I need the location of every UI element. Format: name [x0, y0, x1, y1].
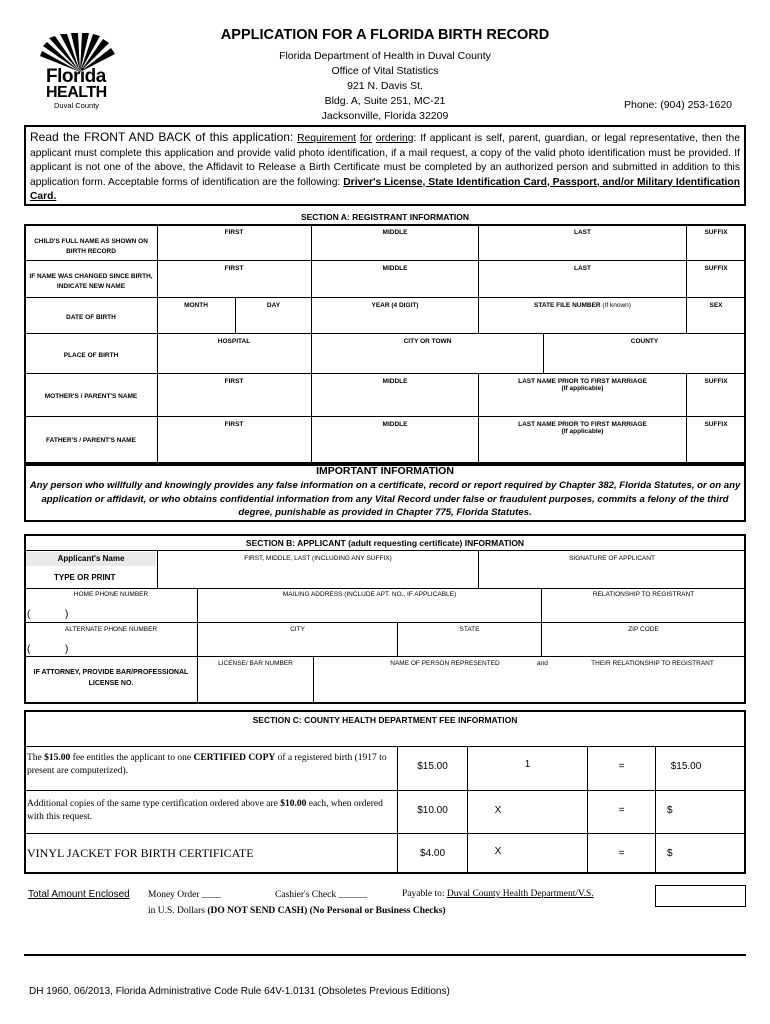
- dob-month-header: MONTH: [184, 302, 208, 309]
- fee-row-3-price: $4.00: [419, 848, 446, 859]
- signature-header: SIGNATURE OF APPLICANT: [569, 555, 655, 562]
- logo-florida-text: Florida: [46, 66, 106, 87]
- money-order-option[interactable]: Money Order ____: [148, 890, 221, 900]
- page-title: APPLICATION FOR A FLORIDA BIRTH RECORD: [220, 27, 550, 43]
- fee-row-1-a: The: [27, 753, 45, 763]
- child-middle-header: MIDDLE: [382, 229, 408, 236]
- father-label: FATHER'S / PARENT'S NAME: [46, 437, 136, 444]
- fee-row-1-price: $15.00: [417, 761, 448, 772]
- mother-middle-header: MIDDLE: [382, 378, 408, 385]
- footer-form-id: DH 1960, 06/2013, Florida Administrative Code Rule 64V-1.0131 (Obsoletes Previous Editions): [29, 986, 450, 997]
- fee-row-2-text: [27, 798, 393, 824]
- represented-header: NAME OF PERSON REPRESENTED: [390, 660, 500, 667]
- type-or-print-label: TYPE OR PRINT: [54, 573, 116, 582]
- pob-label: PLACE OF BIRTH: [63, 352, 119, 359]
- payable-to: [402, 889, 594, 899]
- fee-row-3-x: X: [494, 846, 502, 857]
- instructions-for: for: [359, 133, 372, 144]
- total-amount-input[interactable]: [655, 885, 746, 907]
- mother-label: MOTHER'S / PARENT'S NAME: [44, 393, 138, 400]
- signature-input[interactable]: [479, 564, 745, 587]
- mother-first-header: FIRST: [224, 378, 244, 385]
- hospital-header: HOSPITAL: [217, 338, 251, 345]
- cashiers-check-option[interactable]: Cashier's Check ______: [275, 890, 367, 900]
- changed-first-header: FIRST: [224, 265, 244, 272]
- father-last-prior-header: [479, 421, 686, 435]
- important-text: Any person who willfully and knowingly provides any false information on a certificate, record or report required by Chapter 382, Florida Statutes, or on any application or affidavit, or who obtains confidential information from any Vital Record under false or fraudulent purposes, commits a felony of the third degree, punishable as provided in Chapter 775, Florida Statutes.: [29, 480, 741, 518]
- father-first-header: FIRST: [224, 421, 244, 428]
- fee-row-1-b: fee entitles the applicant to one: [70, 753, 194, 763]
- home-phone-paren-open: (: [27, 609, 31, 620]
- sex-header: SEX: [709, 302, 723, 309]
- mailing-address-input[interactable]: [198, 602, 540, 621]
- represented-input[interactable]: [315, 672, 745, 702]
- alt-phone-paren-close: ): [65, 644, 69, 655]
- mother-suffix-header: SUFFIX: [704, 378, 728, 385]
- office-line-5: Jacksonville, Florida 32209: [321, 110, 449, 122]
- father-suffix-header: SUFFIX: [704, 421, 728, 428]
- county-header: COUNTY: [630, 338, 659, 345]
- changed-last-header: LAST: [574, 265, 591, 272]
- state-file-if-known: (If known): [602, 302, 631, 309]
- fee-row-3-text: VINYL JACKET FOR BIRTH CERTIFICATE: [27, 846, 254, 860]
- important-title: IMPORTANT INFORMATION: [316, 465, 454, 477]
- state-input[interactable]: [398, 636, 541, 655]
- child-suffix-input[interactable]: [687, 238, 745, 259]
- fee-row-1-fee: $15.00: [44, 753, 71, 763]
- city-header: CITY: [290, 626, 305, 633]
- fee-row-1-text: [27, 752, 393, 778]
- dob-label: DATE OF BIRTH: [66, 314, 116, 321]
- fee-row-2-fee: $10.00: [280, 799, 307, 809]
- logo-county-text: Duval County: [54, 101, 100, 110]
- changed-name-label: IF NAME WAS CHANGED SINCE BIRTH, INDICATE NEW NAME: [29, 273, 153, 290]
- instructions-ordering: ordering: [375, 133, 414, 144]
- alt-phone-input[interactable]: [75, 636, 195, 655]
- fee-row-3-qty-input[interactable]: [530, 838, 585, 872]
- changed-suffix-header: SUFFIX: [704, 265, 728, 272]
- license-header: LICENSE/ BAR NUMBER: [218, 660, 293, 667]
- fml-header: FIRST, MIDDLE, LAST (INCLUDING ANY SUFFIX): [244, 555, 392, 562]
- fee-row-1-cert: CERTIFIED COPY: [193, 753, 276, 763]
- total-enclosed-label: Total Amount Enclosed: [28, 889, 130, 900]
- fee-row-1-qty[interactable]: 1: [524, 759, 531, 770]
- state-file-header: [479, 302, 686, 309]
- child-middle-input[interactable]: [312, 238, 478, 259]
- fee-row-1-c: of a registered birth (1917 to present are computerized).: [27, 753, 387, 776]
- attorney-label: IF ATTORNEY, PROVIDE BAR/PROFESSIONAL LICENSE NO.: [33, 669, 189, 687]
- license-input[interactable]: [198, 672, 313, 702]
- fee-row-1-total: $15.00: [670, 761, 702, 772]
- dob-year-header: YEAR (4 DIGIT): [371, 302, 419, 309]
- fee-row-2-equals: =: [618, 805, 625, 816]
- us-dollars-note: [148, 906, 446, 916]
- mailing-header: MAILING ADDRESS (INCLUDE APT. NO., IF APPLICABLE): [282, 591, 457, 598]
- office-line-4: Bldg. A, Suite 251, MC-21: [324, 95, 446, 107]
- child-suffix-header: SUFFIX: [704, 229, 728, 236]
- payable-name: Duval County Health Department/V.S.: [446, 889, 594, 899]
- their-relationship-header: THEIR RELATIONSHIP TO REGISTRANT: [591, 660, 714, 667]
- dob-day-header: DAY: [266, 302, 281, 309]
- child-first-input[interactable]: [158, 238, 310, 259]
- fee-row-3-total: $: [667, 848, 673, 859]
- instructions-body: : If applicant is self, parent, guardian, or legal representative, then the applicant must complete this application and provide valid photo identification, if a mail request, a copy of the valid photo identification must be provided. If applicant is not one of the above, the Affidavit to Release a Birth Certificate must be completed by an authorized person and submitted in addition to this application form. Acceptable forms of identification are the following:: [30, 133, 740, 188]
- home-phone-input[interactable]: [75, 602, 195, 621]
- footer-rule: [24, 954, 746, 956]
- office-line-2: Office of Vital Statistics: [331, 65, 439, 77]
- fee-row-2-x: X: [494, 805, 502, 816]
- changed-middle-header: MIDDLE: [382, 265, 408, 272]
- office-phone: Phone: (904) 253-1620: [624, 99, 732, 111]
- alt-phone-header: ALTERNATE PHONE NUMBER: [64, 626, 158, 633]
- relationship-header: RELATIONSHIP TO REGISTRANT: [592, 591, 695, 598]
- no-cash-text: (DO NOT SEND CASH) (No Personal or Business Checks): [207, 906, 446, 916]
- child-first-header: FIRST: [224, 229, 244, 236]
- city-town-header: CITY OR TOWN: [403, 338, 452, 345]
- office-address: [240, 49, 530, 124]
- alt-phone-paren-open: (: [27, 644, 31, 655]
- applicant-name-label: Applicant's Name: [26, 552, 156, 566]
- florida-health-logo: [40, 32, 120, 112]
- fee-row-1-equals: =: [618, 761, 625, 772]
- payable-prefix: Payable to:: [402, 889, 447, 899]
- instructions-ids: Driver's License, State Identification Card, Passport, and/or Military Identification Card.: [30, 176, 740, 202]
- dollars-text: in U.S. Dollars: [148, 906, 208, 916]
- instructions-lead: Read the FRONT AND BACK of this application:: [30, 130, 294, 144]
- section-c-title: SECTION C: COUNTY HEALTH DEPARTMENT FEE INFORMATION: [252, 715, 518, 725]
- mother-if-applicable: (If applicable): [561, 385, 604, 392]
- fee-row-2-price: $10.00: [417, 805, 448, 816]
- logo-health-text: HEALTH: [46, 84, 107, 101]
- father-if-applicable: (If applicable): [561, 428, 604, 435]
- section-a-title: SECTION A: REGISTRANT INFORMATION: [300, 212, 470, 222]
- father-last-prior-label: LAST NAME PRIOR TO FIRST MARRIAGE: [518, 421, 647, 428]
- relationship-input[interactable]: [542, 602, 745, 621]
- fee-row-2-total: $: [667, 805, 673, 816]
- zip-input[interactable]: [542, 636, 745, 655]
- home-phone-paren-close: ): [65, 609, 69, 620]
- child-last-header: LAST: [574, 229, 591, 236]
- child-last-input[interactable]: [479, 238, 686, 259]
- state-file-label: STATE FILE NUMBER: [534, 302, 601, 309]
- fee-row-2-a: Additional copies of the same type certification ordered above are: [27, 799, 281, 809]
- fee-row-2-b: each, when ordered with this request.: [27, 799, 383, 822]
- zip-header: ZIP CODE: [628, 626, 659, 633]
- applicant-name-input[interactable]: [158, 564, 478, 587]
- fee-row-3-equals: =: [618, 848, 625, 859]
- mother-last-prior-label: LAST NAME PRIOR TO FIRST MARRIAGE: [518, 378, 647, 385]
- and-label: and: [537, 660, 548, 667]
- father-middle-header: MIDDLE: [382, 421, 408, 428]
- instructions-requirement: Requirement: [297, 133, 357, 144]
- home-phone-header: HOME PHONE NUMBER: [73, 591, 149, 598]
- office-line-3: 921 N. Davis St.: [347, 80, 423, 92]
- child-name-label: CHILD'S FULL NAME AS SHOWN ON BIRTH RECORD: [34, 238, 148, 255]
- city-input[interactable]: [198, 636, 397, 655]
- mother-last-prior-header: [479, 378, 686, 392]
- fee-row-2-qty-input[interactable]: [530, 795, 585, 830]
- section-b-title: SECTION B: APPLICANT (adult requesting certificate) INFORMATION: [245, 538, 525, 548]
- office-line-1: Florida Department of Health in Duval County: [279, 50, 491, 62]
- instructions-box: [24, 125, 746, 206]
- state-header: STATE: [459, 626, 480, 633]
